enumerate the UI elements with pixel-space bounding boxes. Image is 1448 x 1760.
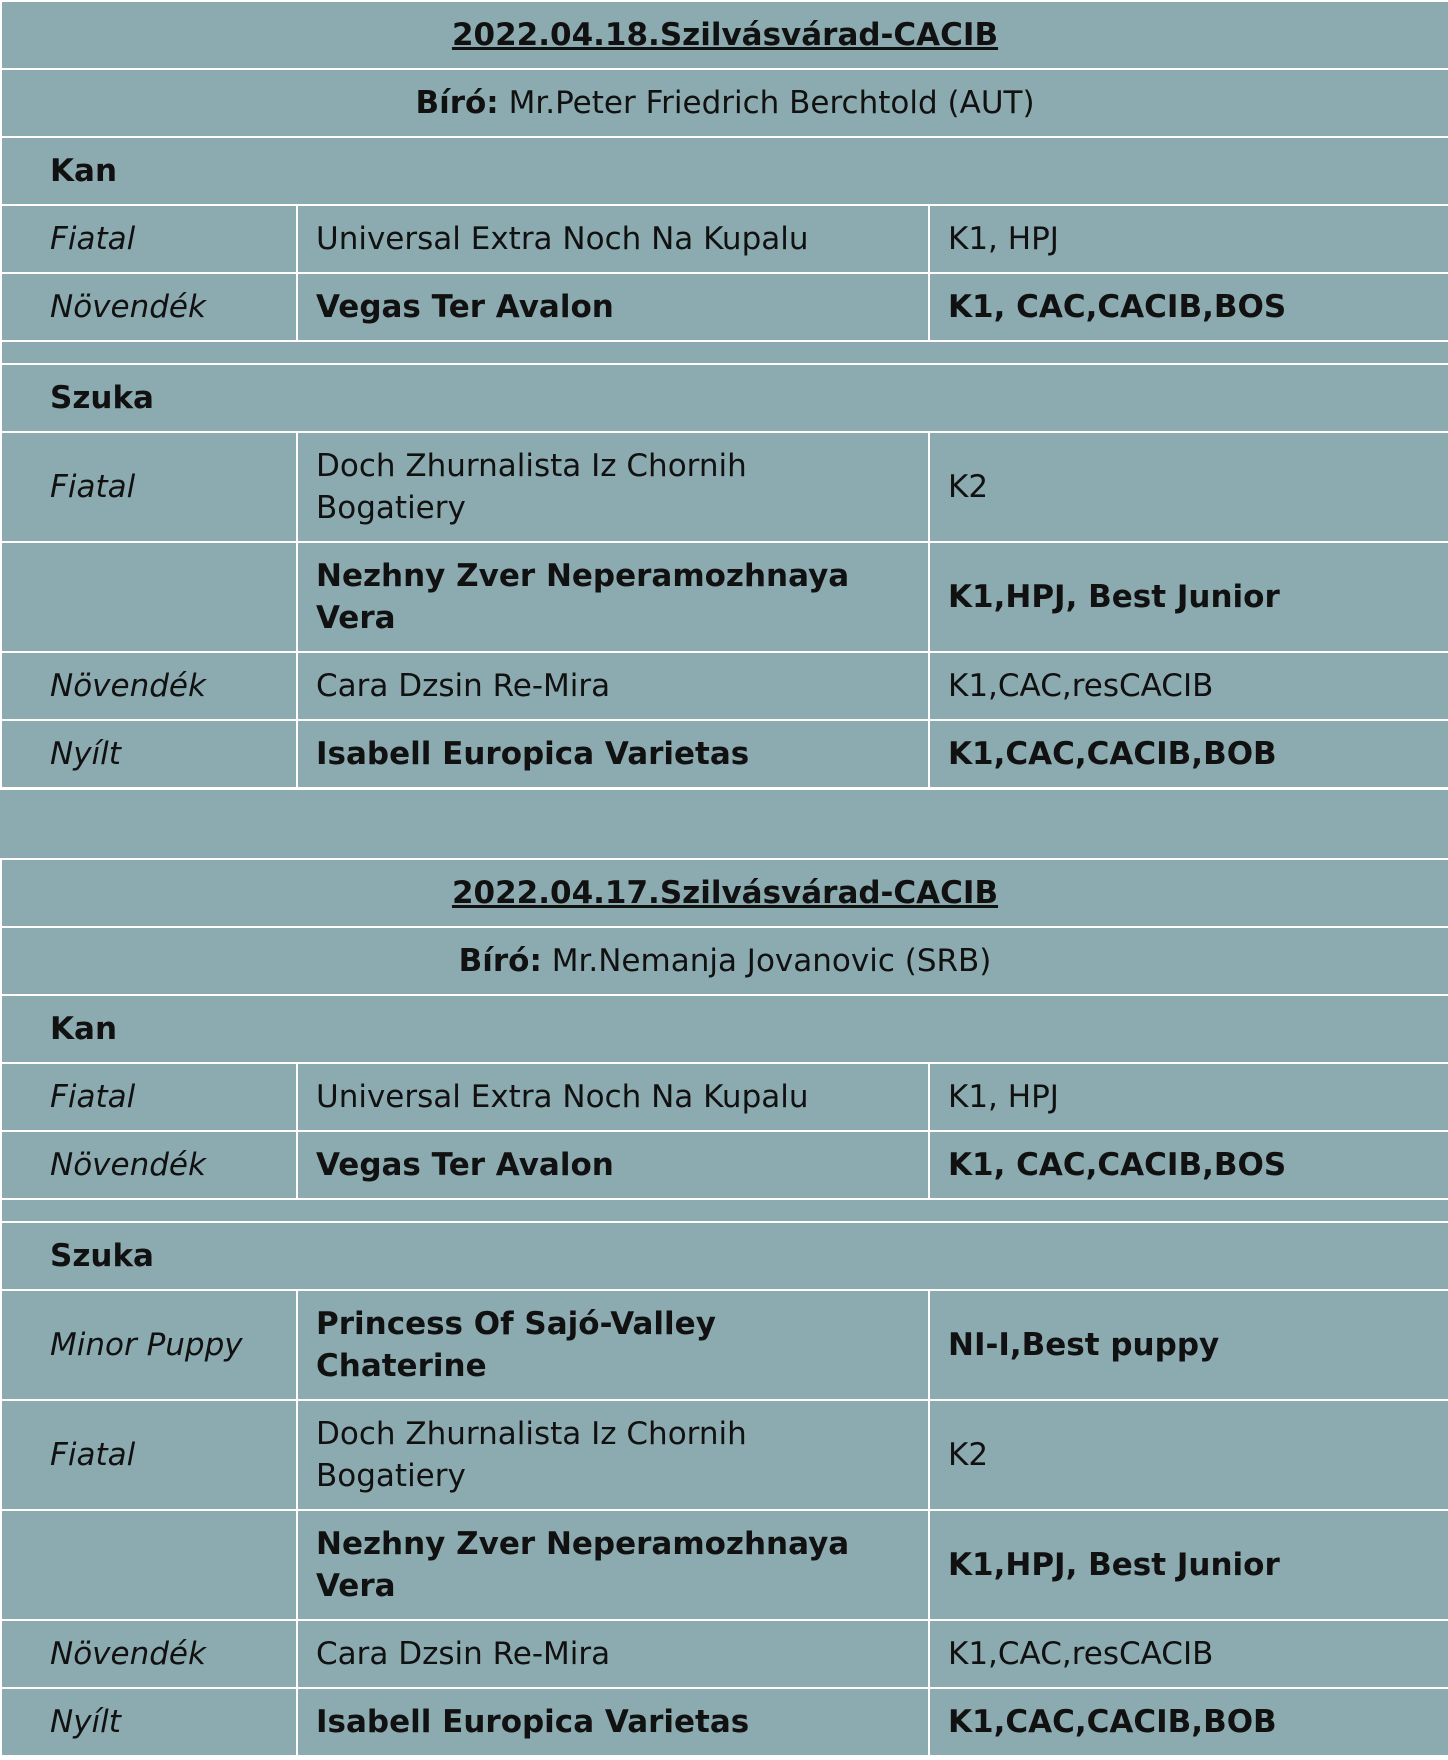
award-cell: K1, CAC,CACIB,BOS xyxy=(929,273,1448,341)
award-cell: K2 xyxy=(929,432,1448,542)
result-row xyxy=(1,1688,1448,1756)
dog-name-cell: Princess Of Sajó-Valley Chaterine xyxy=(297,1290,929,1400)
judge-label: Bíró: xyxy=(415,85,499,121)
award-cell: NI-I,Best puppy xyxy=(929,1290,1448,1400)
award-cell: K1,CAC,CACIB,BOB xyxy=(929,720,1448,788)
section-heading-kan: Kan xyxy=(1,995,1448,1063)
judge-row xyxy=(1,927,1448,995)
judge-label: Bíró: xyxy=(458,943,542,979)
result-row xyxy=(1,720,1448,788)
class-cell: Nyílt xyxy=(1,1688,297,1756)
class-cell: Fiatal xyxy=(1,432,297,542)
class-cell: Nyílt xyxy=(1,720,297,788)
result-row xyxy=(1,652,1448,720)
class-cell: Fiatal xyxy=(1,1063,297,1131)
dog-name-cell: Universal Extra Noch Na Kupalu xyxy=(297,1063,929,1131)
class-cell xyxy=(1,542,297,652)
show-title-row xyxy=(1,859,1448,927)
class-cell: Növendék xyxy=(1,1620,297,1688)
class-cell: Fiatal xyxy=(1,205,297,273)
result-row xyxy=(1,1063,1448,1131)
judge-name: Mr.Nemanja Jovanovic (SRB) xyxy=(551,943,992,979)
class-cell: Növendék xyxy=(1,273,297,341)
award-cell: K1, CAC,CACIB,BOS xyxy=(929,1131,1448,1199)
section-heading-kan: Kan xyxy=(1,137,1448,205)
row-divider xyxy=(1,341,1448,364)
award-cell: K1,HPJ, Best Junior xyxy=(929,1510,1448,1620)
dog-name-cell: Vegas Ter Avalon xyxy=(297,1131,929,1199)
result-row xyxy=(1,1400,1448,1510)
award-cell: K1,CAC,CACIB,BOB xyxy=(929,1688,1448,1756)
dog-name-cell: Cara Dzsin Re-Mira xyxy=(297,652,929,720)
result-row xyxy=(1,542,1448,652)
section-heading-szuka: Szuka xyxy=(1,364,1448,432)
class-cell: Növendék xyxy=(1,652,297,720)
award-cell: K2 xyxy=(929,1400,1448,1510)
result-row xyxy=(1,1510,1448,1620)
result-row xyxy=(1,1290,1448,1400)
show-title[interactable]: 2022.04.18.Szilvásvárad-CACIB xyxy=(451,17,999,53)
row-divider xyxy=(1,1199,1448,1222)
award-cell: K1,HPJ, Best Junior xyxy=(929,542,1448,652)
class-cell: Növendék xyxy=(1,1131,297,1199)
show-results-table-1 xyxy=(0,0,1448,789)
dog-name-cell: Nezhny Zver Neperamozhnaya Vera xyxy=(297,1510,929,1620)
show-results-table-2 xyxy=(0,858,1448,1757)
result-row xyxy=(1,273,1448,341)
dog-name-cell: Doch Zhurnalista Iz Chornih Bogatiery xyxy=(297,432,929,542)
show-title-row xyxy=(1,1,1448,69)
dog-name-cell: Cara Dzsin Re-Mira xyxy=(297,1620,929,1688)
award-cell: K1,CAC,resCACIB xyxy=(929,652,1448,720)
result-row xyxy=(1,205,1448,273)
dog-name-cell: Isabell Europica Varietas xyxy=(297,720,929,788)
result-row xyxy=(1,432,1448,542)
dog-name-cell: Doch Zhurnalista Iz Chornih Bogatiery xyxy=(297,1400,929,1510)
dog-name-cell: Nezhny Zver Neperamozhnaya Vera xyxy=(297,542,929,652)
class-cell xyxy=(1,1510,297,1620)
class-cell: Fiatal xyxy=(1,1400,297,1510)
award-cell: K1,CAC,resCACIB xyxy=(929,1620,1448,1688)
show-title[interactable]: 2022.04.17.Szilvásvárad-CACIB xyxy=(451,875,999,911)
award-cell: K1, HPJ xyxy=(929,1063,1448,1131)
judge-name: Mr.Peter Friedrich Berchtold (AUT) xyxy=(508,85,1035,121)
result-row xyxy=(1,1131,1448,1199)
section-spacer xyxy=(0,790,1448,860)
result-row xyxy=(1,1620,1448,1688)
dog-name-cell: Vegas Ter Avalon xyxy=(297,273,929,341)
dog-name-cell: Isabell Europica Varietas xyxy=(297,1688,929,1756)
award-cell: K1, HPJ xyxy=(929,205,1448,273)
judge-row xyxy=(1,69,1448,137)
dog-name-cell: Universal Extra Noch Na Kupalu xyxy=(297,205,929,273)
class-cell: Minor Puppy xyxy=(1,1290,297,1400)
section-heading-szuka: Szuka xyxy=(1,1222,1448,1290)
